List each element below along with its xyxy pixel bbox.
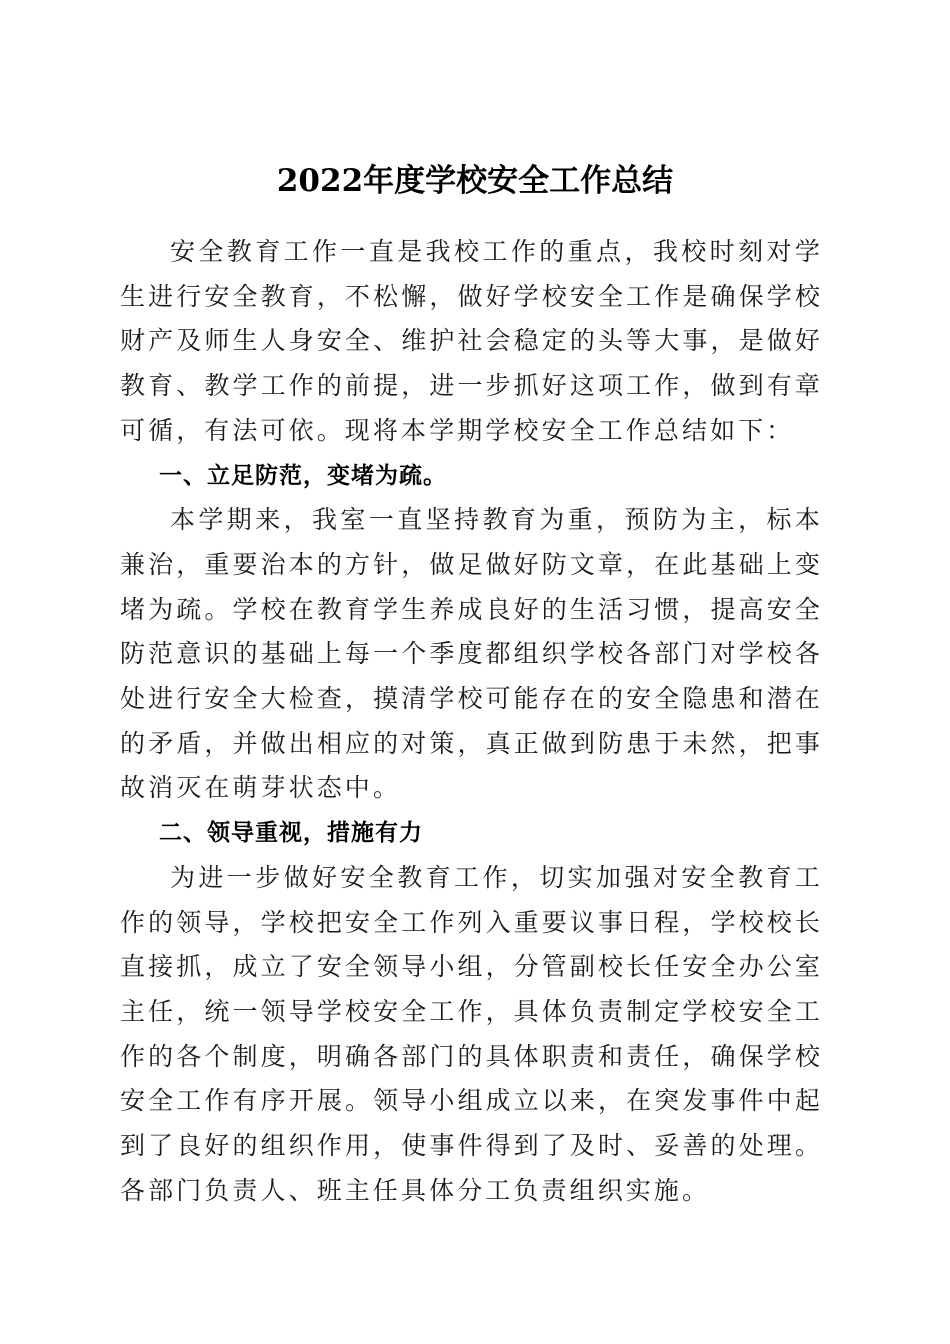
- document-title: 2022年度学校安全工作总结: [276, 162, 674, 199]
- section-paragraph-1: 本学期来，我室一直坚持教育为重，预防为主，标本兼治，重要治本的方针，做足做好防文章，在此基础上变堵为疏。学校在教育学生养成良好的生活习惯，提高安全防范意识的基础上每一个季度都组织学校各部门对学校各处进行安全大检查，摸清学校可能存在的安全隐患和潜在的矛盾，并做出相应的对策，真正做到防患于未然，把事故消灭在萌芽状态中。: [120, 505, 823, 803]
- section-paragraph-2: 为进一步做好安全教育工作，切实加强对安全教育工作的领导，学校把安全工作列入重要议事日程，学校校长直接抓，成立了安全领导小组，分管副校长任安全办公室主任，统一领导学校安全工作，具体负责制定学校安全工作的各个制度，明确各部门的具体职责和责任，确保学校安全工作有序开展。领导小组成立以来，在突发事件中起到了良好的组织作用，使事件得到了及时、妥善的处理。各部门负责人、班主任具体分工负责组织实施。: [120, 862, 823, 1205]
- section-heading-2: 二、领导重视，措施有力: [159, 820, 423, 847]
- section-heading-1: 一、立足防范，变堵为疏。: [159, 462, 447, 489]
- intro-paragraph: 安全教育工作一直是我校工作的重点，我校时刻对学生进行安全教育，不松懈，做好学校安全工作是确保学校财产及师生人身安全、维护社会稳定的头等大事，是做好教育、教学工作的前提，进一步抓好这项工作，做到有章可循，有法可依。现将本学期学校安全工作总结如下：: [120, 237, 823, 445]
- document-body: [120, 230, 823, 1213]
